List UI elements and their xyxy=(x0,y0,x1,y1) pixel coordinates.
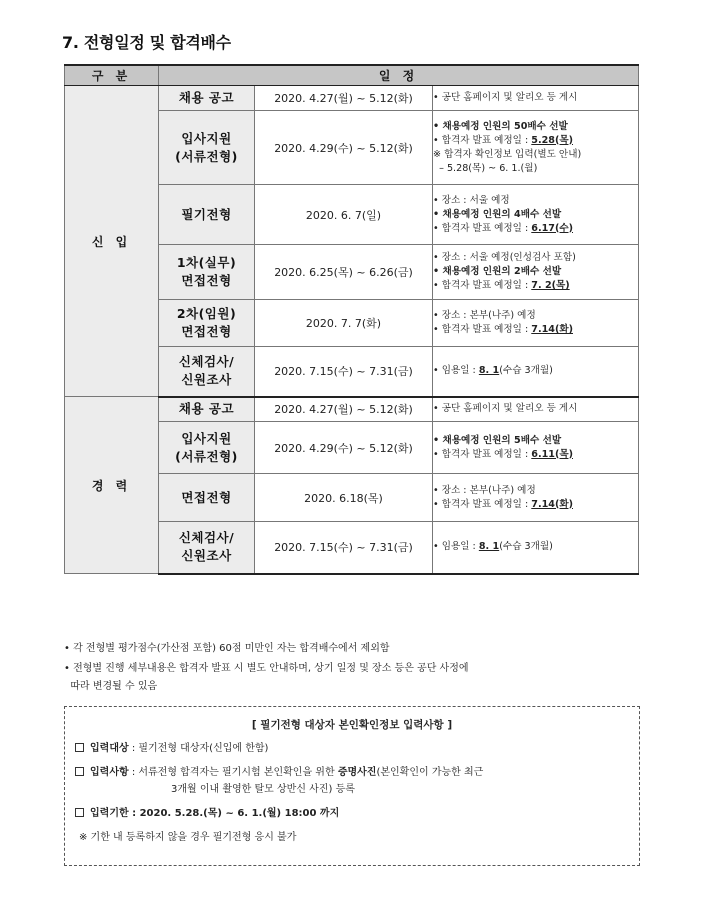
stage-label: 입사지원 xyxy=(181,430,232,446)
note-text: • 임용일 : xyxy=(433,541,479,553)
footnote-1: • 각 전형별 평가점수(가산점 포함) 60점 미만인 자는 합격배수에서 제외함 xyxy=(64,643,390,654)
note-text: 7.14(화) xyxy=(531,324,573,335)
footnote-2: • 전형별 진행 세부내용은 합격자 발표 시 별도 안내하며, 상기 일정 및 장소 등은 공단 사정에 xyxy=(64,663,469,674)
stage-label: 신원조사 xyxy=(181,372,232,388)
note-line xyxy=(433,265,638,279)
note-line xyxy=(433,364,638,378)
note-line xyxy=(433,323,638,337)
note-text: 7.14(화) xyxy=(531,498,573,510)
header-category: 구 분 xyxy=(65,65,159,86)
notice-item-text-3: 3개월 이내 촬영한 탈모 상반신 사진) 등록 xyxy=(171,784,355,795)
date-cell: 2020. 7.15(수) ~ 7.31(금) xyxy=(255,522,433,574)
note-text: • 합격자 발표 예정일 : xyxy=(433,222,532,234)
note-line xyxy=(433,222,638,236)
note-cell xyxy=(433,300,639,347)
note-text: • 합격자 발표 예정일 : xyxy=(433,324,532,335)
note-text: • 합격자 발표 예정일 : xyxy=(433,448,532,460)
notice-deadline-row xyxy=(75,805,629,822)
stage-label: 채용 공고 xyxy=(178,90,235,105)
schedule-table xyxy=(64,64,639,575)
date-cell: 2020. 4.29(수) ~ 5.12(화) xyxy=(255,111,433,185)
stage-label: 면접전형 xyxy=(181,324,232,339)
notice-target-row xyxy=(75,740,629,757)
notice-box-title: [ 필기전형 대상자 본인확인정보 입력사항 ] xyxy=(251,719,453,731)
stage-label: (서류전형) xyxy=(175,448,238,464)
category-cell: 경 력 xyxy=(65,397,159,574)
stage-cell xyxy=(159,185,255,245)
note-cell xyxy=(433,397,639,422)
note-text: • 합격자 발표 예정일 : xyxy=(433,134,532,146)
stage-cell xyxy=(159,111,255,185)
note-line xyxy=(433,434,638,448)
table-header-row xyxy=(65,65,639,86)
stage-label: 신체검사/ xyxy=(178,530,235,546)
notice-item-row xyxy=(75,764,629,781)
date-cell: 2020. 4.27(월) ~ 5.12(화) xyxy=(255,86,433,111)
note-text: • 합격자 발표 예정일 : xyxy=(433,498,532,510)
checkbox-icon xyxy=(75,767,84,776)
stage-label: (서류전형) xyxy=(175,148,238,164)
note-text: • 공단 홈페이지 및 알리오 등 게시 xyxy=(433,92,578,103)
header-schedule: 일 정 xyxy=(159,65,639,86)
date-cell: 2020. 6. 7(일) xyxy=(255,185,433,245)
note-cell xyxy=(433,347,639,397)
stage-label: 1차(실무) xyxy=(176,255,237,270)
note-line xyxy=(433,402,638,416)
note-line xyxy=(433,540,638,554)
notice-item-label: 입력사항 xyxy=(90,767,129,778)
stage-label: 신체검사/ xyxy=(178,354,235,370)
note-line xyxy=(433,448,638,462)
note-line xyxy=(433,279,638,293)
checkbox-icon xyxy=(75,743,84,752)
stage-cell xyxy=(159,347,255,397)
section-heading: 7. 전형일정 및 합격배수 xyxy=(62,33,231,52)
note-text: 6.11(목) xyxy=(531,448,573,460)
note-line xyxy=(433,208,638,222)
date-cell: 2020. 7.15(수) ~ 7.31(금) xyxy=(255,347,433,397)
date-cell: 2020. 4.29(수) ~ 5.12(화) xyxy=(255,422,433,474)
stage-label: 채용 공고 xyxy=(178,401,235,417)
note-text: • 임용일 : xyxy=(433,365,479,377)
stage-cell xyxy=(159,300,255,347)
table-row xyxy=(65,86,639,111)
note-text: • 장소 : 서울 예정(인성검사 포함) xyxy=(433,252,576,263)
stage-cell xyxy=(159,422,255,474)
note-line xyxy=(433,484,638,498)
note-text: 7. 2(목) xyxy=(531,280,570,291)
stage-cell xyxy=(159,245,255,300)
category-cell: 신 입 xyxy=(65,86,159,397)
note-text: • 채용예정 인원의 5배수 선발 xyxy=(433,434,562,446)
note-text: 5.28(목) xyxy=(531,134,573,146)
note-text: • 공단 홈페이지 및 알리오 등 게시 xyxy=(433,403,578,415)
note-text: • 채용예정 인원의 50배수 선발 xyxy=(433,120,568,132)
stage-label: 필기전형 xyxy=(181,206,232,222)
notice-target-label: 입력대상 xyxy=(90,743,129,754)
note-text: ※ 합격자 확인정보 입력(별도 안내) xyxy=(433,148,582,160)
date-cell: 2020. 7. 7(화) xyxy=(255,300,433,347)
note-cell xyxy=(433,422,639,474)
stage-cell xyxy=(159,522,255,574)
note-line xyxy=(433,251,638,265)
note-cell xyxy=(433,522,639,574)
footnote-3: 따라 변경될 수 있음 xyxy=(64,681,158,692)
note-line xyxy=(433,91,638,105)
notice-item-text-2: (본인확인이 가능한 최근 xyxy=(376,767,484,778)
note-text: • 장소 : 서울 예정 xyxy=(433,194,510,206)
stage-label: 면접전형 xyxy=(181,489,232,505)
checkbox-icon xyxy=(75,808,84,817)
note-cell xyxy=(433,245,639,300)
note-line xyxy=(433,148,638,162)
table-row xyxy=(65,397,639,422)
stage-label: 2차(임원) xyxy=(176,306,237,321)
note-cell xyxy=(433,111,639,185)
note-cell xyxy=(433,185,639,245)
note-line xyxy=(433,120,638,134)
notice-warning: ※ 기한 내 등록하지 않을 경우 필기전형 응시 불가 xyxy=(79,832,297,843)
note-text: • 채용예정 인원의 4배수 선발 xyxy=(433,208,562,220)
note-line xyxy=(433,498,638,512)
notice-deadline-text: : 2020. 5.28.(목) ~ 6. 1.(월) 18:00 까지 xyxy=(128,808,340,819)
note-text: – 5.28(목) ~ 6. 1.(월) xyxy=(433,162,538,174)
stage-cell xyxy=(159,397,255,422)
note-cell xyxy=(433,474,639,522)
stage-label: 면접전형 xyxy=(181,273,232,288)
note-text: • 장소 : 본부(나주) 예정 xyxy=(433,310,536,321)
note-text: (수습 3개월) xyxy=(499,541,553,553)
notice-box xyxy=(64,706,640,866)
note-line xyxy=(433,134,638,148)
schedule-body xyxy=(65,86,639,574)
notice-item-text-1: : 서류전형 합격자는 필기시험 본인확인을 위한 xyxy=(128,767,338,778)
note-cell xyxy=(433,86,639,111)
note-line xyxy=(433,194,638,208)
date-cell: 2020. 6.18(목) xyxy=(255,474,433,522)
notice-item-row-cont xyxy=(75,781,629,798)
note-line xyxy=(433,309,638,323)
date-cell: 2020. 6.25(목) ~ 6.26(금) xyxy=(255,245,433,300)
notice-target-text: : 필기전형 대상자(신입에 한함) xyxy=(128,743,269,754)
note-text: (수습 3개월) xyxy=(499,365,553,377)
stage-cell xyxy=(159,474,255,522)
stage-label: 신원조사 xyxy=(181,548,232,564)
note-text: 8. 1 xyxy=(478,365,500,377)
stage-cell xyxy=(159,86,255,111)
note-text: • 장소 : 본부(나주) 예정 xyxy=(433,484,536,496)
notice-item-bold: 증명사진 xyxy=(337,767,377,778)
note-text: 6.17(수) xyxy=(531,222,573,234)
note-text: 8. 1 xyxy=(478,541,500,553)
note-text: • 합격자 발표 예정일 : xyxy=(433,280,532,291)
notice-deadline-label: 입력기한 xyxy=(90,808,129,819)
date-cell: 2020. 4.27(월) ~ 5.12(화) xyxy=(255,397,433,422)
note-line xyxy=(433,162,638,176)
note-text: • 채용예정 인원의 2배수 선발 xyxy=(433,266,562,277)
stage-label: 입사지원 xyxy=(181,130,232,146)
